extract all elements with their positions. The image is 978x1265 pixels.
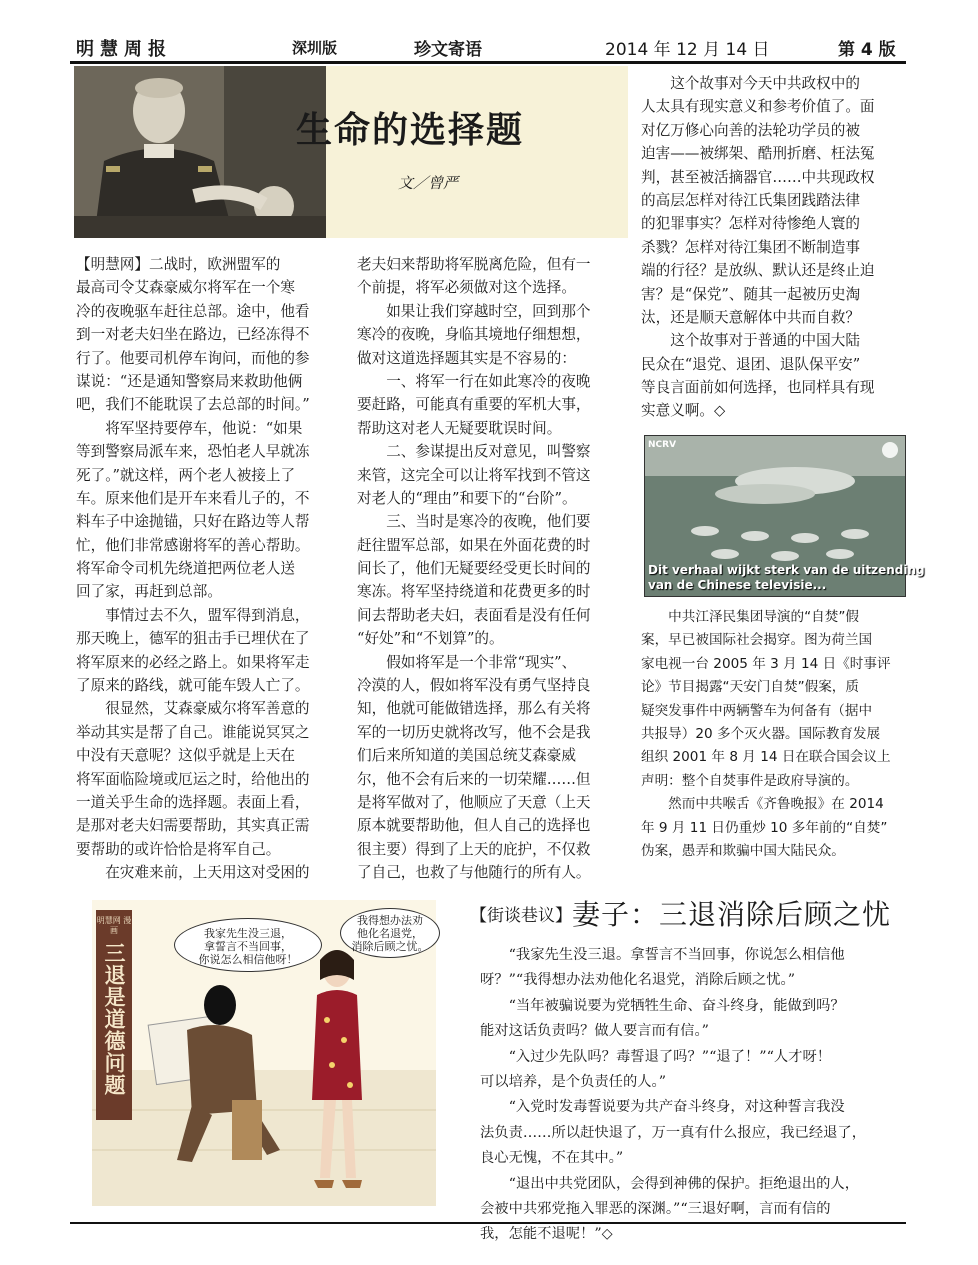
article-line: 军的一切历史就将改写，他不会是我: [357, 723, 591, 741]
article-line: 死了。”就这样，两个老人被接上了: [76, 466, 296, 484]
caption-line: 论》节目揭露“天安门自焚”假案，质: [641, 679, 859, 696]
article-line: 端的行径？是放纵、默认还是终止迫: [641, 262, 875, 280]
street-talk-line: 法负责……所以赶快退了，万一真有什么报应，我已经退了，: [480, 1124, 867, 1141]
bubble-line: 拿誓言不当回事，: [204, 940, 292, 953]
bubble-line: 我家先生没三退，: [204, 927, 292, 940]
article-line: 是将军做对了，他顺应了天意（上天: [357, 793, 591, 811]
caption-line: 伪案，愚弄和欺骗中国大陆民众。: [641, 842, 845, 859]
article-line: 人太具有现实意义和参考价值了。面: [641, 98, 875, 116]
bubble-line: 消除后顾之忧。: [351, 940, 429, 953]
article-line: 原本就要帮助他，但人自己的选择也: [357, 817, 591, 835]
article-line: 事情过去不久，盟军得到消息，: [76, 606, 310, 624]
caption-line: 中共江泽民集团导演的“自焚”假: [641, 609, 859, 625]
speech-bubble-left: [174, 918, 322, 972]
portrait-illustration: [74, 66, 326, 238]
masthead-rule: [70, 61, 906, 64]
article-line: 实意义啊。◇: [641, 402, 726, 420]
street-talk-line: “退出中共党团队，会得到神佛的保护。拒绝退出的人，: [480, 1175, 860, 1192]
article-line: 一、将军一行在如此寒冷的夜晚: [357, 372, 591, 390]
article-line: 个前提，将军必须做对这个选择。: [357, 279, 576, 297]
banner-small-label: 明慧网 漫画: [96, 916, 132, 935]
article-line: 将军坚持要停车，他说：“如果: [76, 419, 303, 437]
article-line: 吧，我们不能耽误了去总部的时间。”: [76, 396, 310, 414]
speech-bubble-right: [340, 908, 440, 958]
article-line: 谋说：“还是通知警察局来救助他俩: [76, 372, 303, 390]
article-line: 行了。他要司机停车询问，而他的参: [76, 349, 310, 367]
article-line: 到一对老夫妇坐在路边，已经冻得不: [76, 326, 310, 344]
street-talk-line: “入党时发毒誓说要为共产奋斗终身，对这种誓言我没: [480, 1099, 845, 1116]
banner-title: 三退是道德问题: [102, 942, 127, 1096]
subtitle-line: van de Chinese televisie...: [648, 578, 827, 592]
article-line: “好处”和“不划算”的。: [357, 630, 504, 648]
article-title: 生命的选择题: [296, 110, 525, 151]
street-talk-line: 可以培养，是个负责任的人。”: [480, 1073, 667, 1090]
article-line: 二、参谋提出反对意见，叫警察: [357, 443, 591, 461]
street-talk-body: [480, 943, 906, 1248]
street-talk-line: 能对这话负责吗？做人要言而有信。”: [480, 1023, 709, 1040]
article-line: 们后来所知道的美国总统艾森豪威: [357, 747, 576, 765]
article-line: 【明慧网】二战时，欧洲盟军的: [76, 256, 281, 273]
caption-line: 声明：整个自焚事件是政府导演的。: [641, 772, 859, 789]
article-line: 在灾难来前，上天用这对受困的: [76, 864, 310, 882]
street-talk-line: 我，怎能不退呢！”◇: [480, 1226, 613, 1243]
article-line: 这个故事对于普通的中国大陆: [641, 332, 860, 350]
article-line: 帮助这对老人无疑要耽误时间。: [357, 419, 562, 437]
section-label: 珍文寄语: [414, 40, 482, 60]
article-line: 冷的夜晚驱车赶往总部。途中，他看: [76, 302, 310, 320]
bubble-line: 我得想办法劝: [357, 914, 423, 927]
street-talk-tag: 【街谈巷议】: [470, 906, 572, 926]
article-line: 的高层怎样对待江氏集团践踏法律: [641, 191, 860, 209]
article-line: 一道关乎生命的选择题。表面上看，: [76, 793, 310, 811]
caption-line: 组织 2001 年 8 月 14 日在联合国会议上: [641, 749, 891, 766]
subtitle-line: Dit verhaal wijkt sterk van de uitzending: [648, 563, 925, 577]
broadcaster-logo: NCRV: [648, 440, 677, 450]
photo-caption: [641, 606, 903, 863]
article-line: 要赶路，可能真有重要的军机大事，: [357, 396, 591, 414]
street-talk-line: 良心无愧，不在其中。”: [480, 1150, 624, 1167]
street-talk-line: “我家先生没三退。拿誓言不当回事，你说怎么相信他: [480, 947, 845, 963]
article-line: 料车子中途抛锚，只好在路边等人帮: [76, 513, 310, 531]
article-column-1: [76, 253, 338, 885]
article-line: 回了家，再赶到总部。: [76, 583, 222, 601]
article-line: 汰，还是顺天意解体中共而自救？: [641, 308, 860, 326]
street-talk-title: 妻子：三退消除后顾之忧: [572, 898, 892, 931]
newspaper-name: 明慧周报: [76, 39, 172, 60]
article-line: 迫害——被绑架、酷刑折磨、枉法冤: [641, 145, 875, 163]
article-line: 判，甚至被活摘器官……中共现政权: [641, 168, 875, 186]
article-line: 老夫妇来帮助将军脱离危险，但有一: [357, 256, 591, 273]
bubble-line: 他化名退党，: [357, 927, 423, 940]
article-line: 冷漠的人，假如将军没有勇气坚持良: [357, 677, 591, 695]
caption-line: 案，早已被国际社会揭穿。图为荷兰国: [641, 632, 873, 649]
article-line: 等良言面前如何选择，也同样具有现: [641, 379, 875, 397]
article-line: 对老人的“理由”和要下的“台阶”。: [357, 489, 577, 507]
article-column-2: [357, 253, 619, 885]
article-line: 很主要）得到了上天的庇护，不仅救: [357, 840, 591, 858]
article-line: 如果让我们穿越时空，回到那个: [357, 302, 591, 320]
footer-rule: [70, 1222, 906, 1224]
street-talk-heading: [470, 893, 891, 933]
article-line: 将军命令司机先绕道把两位老人送: [76, 560, 295, 578]
article-line: 寒冷的夜晚，身临其境地仔细想想，: [357, 326, 591, 344]
article-byline: 文／曾严: [398, 174, 459, 192]
street-talk-line: “入过少先队吗？毒誓退了吗？”“退了！”“人才呀！: [480, 1048, 832, 1065]
article-line: 知，他就可能做错选择，那么有关将: [357, 700, 591, 718]
street-talk-line: 会被中共邪党拖入罪恶的深渊。”“三退好啊，言而有信的: [480, 1200, 831, 1217]
edition-label: 深圳版: [292, 39, 338, 57]
article-line: 车。原来他们是开车来看儿子的，不: [76, 489, 310, 507]
article-line: 杀戮？怎样对待江集团不断制造事: [641, 238, 860, 256]
article-line: 三、当时是寒冷的夜晚，他们要: [357, 513, 591, 531]
issue-date: 2014 年 12 月 14 日: [605, 40, 770, 60]
article-line: 最高司令艾森豪威尔将军在一个寒: [76, 279, 295, 297]
article-line: 举动其实是帮了自己。谁能说冥冥之: [76, 723, 310, 741]
street-talk-line: 呀？”“我得想办法劝他化名退党，消除后顾之忧。”: [480, 972, 796, 989]
article-line: 来管，这完全可以让将军找到不管这: [357, 466, 591, 484]
street-talk-line: “当年被骗说要为党牺牲生命、奋斗终身，能做到吗？: [480, 997, 845, 1014]
article-line: 将军面临险境或厄运之时，给他出的: [76, 770, 310, 788]
tv-subtitle: [648, 563, 925, 593]
article-line: 民众在“退党、退团、退队保平安”: [641, 355, 861, 373]
article-line: 做对这道选择题其实是不容易的：: [357, 349, 576, 367]
article-line: 假如将军是一个非常“现实”、: [357, 653, 577, 671]
article-line: 那天晚上，德军的狙击手已埋伏在了: [76, 630, 310, 648]
article-line: 将军原来的必经之路上。如果将军走: [76, 653, 310, 671]
cartoon-side-banner: [96, 910, 132, 1120]
eisenhower-photo: [74, 66, 326, 238]
article-line: 害？是“保党”、随其一起被历史淘: [641, 285, 861, 303]
article-line: 等到警察局派车来，恐怕老人早就冻: [76, 443, 310, 461]
caption-line: 疑突发事件中两辆警车为何备有（据中: [641, 702, 873, 719]
article-line: 的犯罪事实？怎样对待惨绝人寰的: [641, 215, 860, 233]
page-number: 第 4 版: [838, 40, 896, 60]
article-column-3: [641, 72, 903, 423]
article-line: 忙，他们非常感谢将军的善心帮助。: [76, 536, 310, 554]
bubble-line: 你说怎么相信他呀！: [198, 953, 298, 966]
article-line: 中没有天意呢？这似乎就是上天在: [76, 747, 295, 765]
caption-line: 年 9 月 11 日仍重炒 10 多年前的“自焚”: [641, 819, 888, 836]
article-line: 寒冻。将军坚持绕道和花费更多的时: [357, 583, 591, 601]
caption-line: 家电视一台 2005 年 3 月 14 日《时事评: [641, 655, 891, 672]
caption-line: 共报导）20 多个灭火器。国际教育发展: [641, 725, 881, 742]
article-line: 很显然，艾森豪威尔将军善意的: [76, 700, 310, 718]
article-line: 是那对老夫妇需要帮助，其实真正需: [76, 817, 310, 835]
article-line: 赶往盟军总部，如果在外面花费的时: [357, 536, 591, 554]
article-line: 要帮助的或许恰恰是将军自己。: [76, 840, 281, 858]
article-line: 了自己，也救了与他随行的所有人。: [357, 864, 591, 882]
article-line: 对亿万修心向善的法轮功学员的被: [641, 121, 860, 139]
article-line: 间去帮助老夫妇，表面看是没有任何: [357, 606, 591, 624]
article-line: 尔，他不会有后来的一切荣耀……但: [357, 770, 591, 788]
caption-line: 然而中共喉舌《齐鲁晚报》在 2014: [641, 796, 884, 813]
article-line: 了原来的路线，就可能车毁人亡了。: [76, 677, 310, 695]
article-line: 这个故事对今天中共政权中的: [641, 75, 860, 92]
article-line: 间长了，他们无疑要经受更长时间的: [357, 560, 591, 578]
